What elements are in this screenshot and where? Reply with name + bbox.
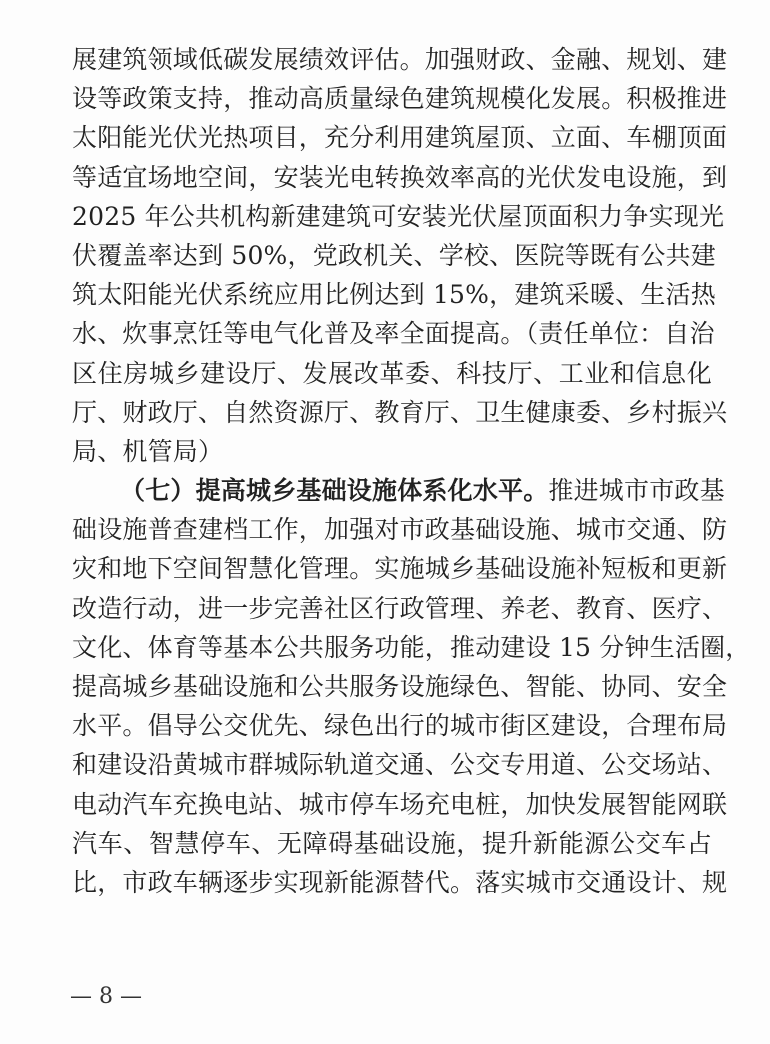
text-line: 太阳能光伏光热项目，充分利用建筑屋顶、立面、车棚顶面 [72,123,728,153]
text-line: 筑太阳能光伏系统应用比例达到 15%，建筑采暖、生活热 [72,280,716,310]
text-line: 础设施普查建档工作，加强对市政基础设施、城市交通、防 [72,515,728,545]
text-line: 伏覆盖率达到 50%，党政机关、学校、医院等既有公共建 [72,240,716,270]
text-line: 厅、财政厅、自然资源厅、教育厅、卫生健康委、乡村振兴 [72,397,728,427]
text-line: 局、机管局） [72,436,224,466]
text-line: 汽车、智慧停车、无障碍基础设施，提升新能源公交车占 [72,828,712,858]
text-line: 水平。倡导公交优先、绿色出行的城市街区建设，合理布局 [72,711,728,741]
text-line [72,471,725,510]
text-line: 比，市政车辆逐步实现新能源替代。落实城市交通设计、规 [72,867,728,897]
text-line: 展建筑领域低碳发展绩效评估。加强财政、金融、规划、建 [72,45,728,74]
text-line: 文化、体育等基本公共服务功能，推动建设 15 分钟生活圈， [72,632,751,662]
text-line: 2025 年公共机构新建建筑可安装光伏屋顶面积力争实现光 [72,201,725,231]
document-body [72,40,751,902]
text-line: 电动汽车充换电站、城市停车场充电桩，加快发展智能网联 [72,789,728,819]
section-heading: （七）提高城乡基础设施体系化水平。 [120,476,549,506]
text-run: 推进城市市政基 [548,476,725,506]
text-line: 和建设沿黄城市群城际轨道交通、公交专用道、公交场站、 [72,750,728,780]
text-line: 区住房城乡建设厅、发展改革委、科技厅、工业和信息化 [72,358,712,388]
text-line: 水、炊事烹饪等电气化普及率全面提高。（责任单位：自治 [72,319,715,349]
text-line: 灾和地下空间智慧化管理。实施城乡基础设施补短板和更新 [72,554,728,584]
text-line: 设等政策支持，推动高质量绿色建筑规模化发展。积极推进 [72,84,728,114]
text-line: 提高城乡基础设施和公共服务设施绿色、智能、协同、安全 [72,672,728,701]
text-line: 等适宜场地空间，安装光电转换效率高的光伏发电设施，到 [72,162,728,192]
page-number: — 8 — [70,984,142,1009]
text-line: 改造行动，进一步完善社区行政管理、养老、教育、医疗、 [72,593,728,623]
